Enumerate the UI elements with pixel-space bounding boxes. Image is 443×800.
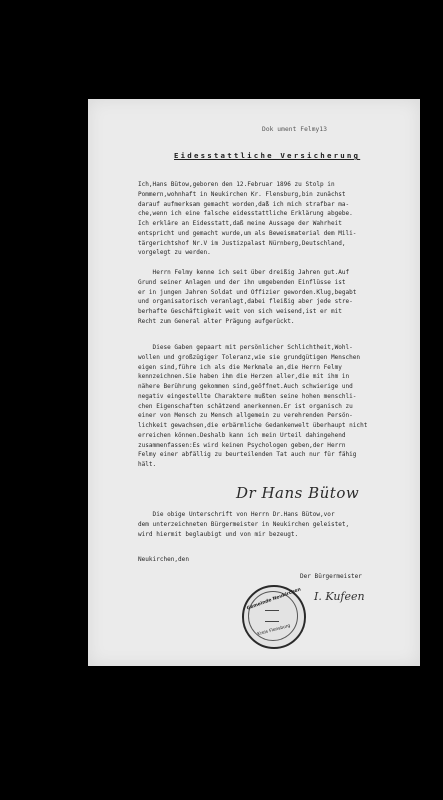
stamp-text-bottom: Kreis Flensburg — [257, 623, 291, 638]
handwritten-signature: Dr Hans Bütow — [236, 484, 360, 502]
paragraph-certification: Die obige Unterschrift von Herrn Dr.Hans Bütow,vor dem unterzeichneten Bürgermeister in Neukirchen geleistet, wird hiermit beglaubigt und von mir bezeugt. — [138, 511, 350, 538]
stamp-text-top: Gemeinde Neukirchen — [246, 587, 302, 612]
mayor-signature: I. Kufeen — [314, 590, 365, 603]
stamp-emblem — [265, 610, 279, 622]
mayor-label: Der Bürgermeister — [300, 573, 362, 580]
paragraph-character: Diese Gaben gepaart mit persönlicher Schlichtheit,Wohl- wollen und großzügiger Toleranz,wie sie grundgütigen Menschen eigen sind,führe ich als die Merkmale an,die Herrn Felmy kennzeichnen.Sie haben ihm die Herzen aller,die mit ihm in nähere Berührung gekommen sind,geöffnet.Auch schwierige und negativ eingestellte Charaktere mußten seine hohen menschli- chen Eigenschaften schätzend anerkennen.Er ist organisch zu einer von Mensch zu Mensch allgemein zu verehrenden Persön- lichkeit gewachsen,die erbärmliche Gedankenwelt überhaupt nicht erreichen können.Deshalb kann ich mein Urteil dahingehend zusammenfassen:Es wird keinen Psychologen geben,der Herrn Felmy einer abfällig zu beurteilenden Tat auch nur für fähig hält. — [138, 344, 368, 468]
place-date-line: Neukirchen,den — [138, 556, 189, 563]
document-title: Eidesstattliche Versicherung — [174, 151, 361, 160]
document-reference: Dok ument Felmy13 — [262, 126, 328, 133]
paragraph-declaration: Ich,Hans Bütow,geboren den 12.Februar 1896 zu Stolp in Pommern,wohnhaft in Neukirchen Kr. Flensburg,bin zunächst darauf aufmerksam gemacht worden,daß ich mich strafbar ma- che,wenn ich eine falsche eidesstattliche Erklärung abgebe. Ich erkläre an Eidesstatt,daß meine Aussage der Wahrheit entspricht und gemacht wurde,um als Beweismaterial dem Mili- tärgerichtshof Nr.V im Justizpalast Nürnberg,Deutschland, vorgelegt zu werden. — [138, 181, 357, 257]
paragraph-acquaintance: Herrn Felmy kenne ich seit über dreißig Jahren gut.Auf Grund seiner Anlagen und der ihn umgebenden Einflüsse ist er in jungen Jahren Soldat und Offizier geworden.Klug,begabt und organisatorisch veranlagt,dabei fleißig aber jede stre- berhafte Geschäftigkeit weit von sich weisend,ist er mit Recht zum General alter Prägung aufgerückt. — [138, 269, 357, 325]
